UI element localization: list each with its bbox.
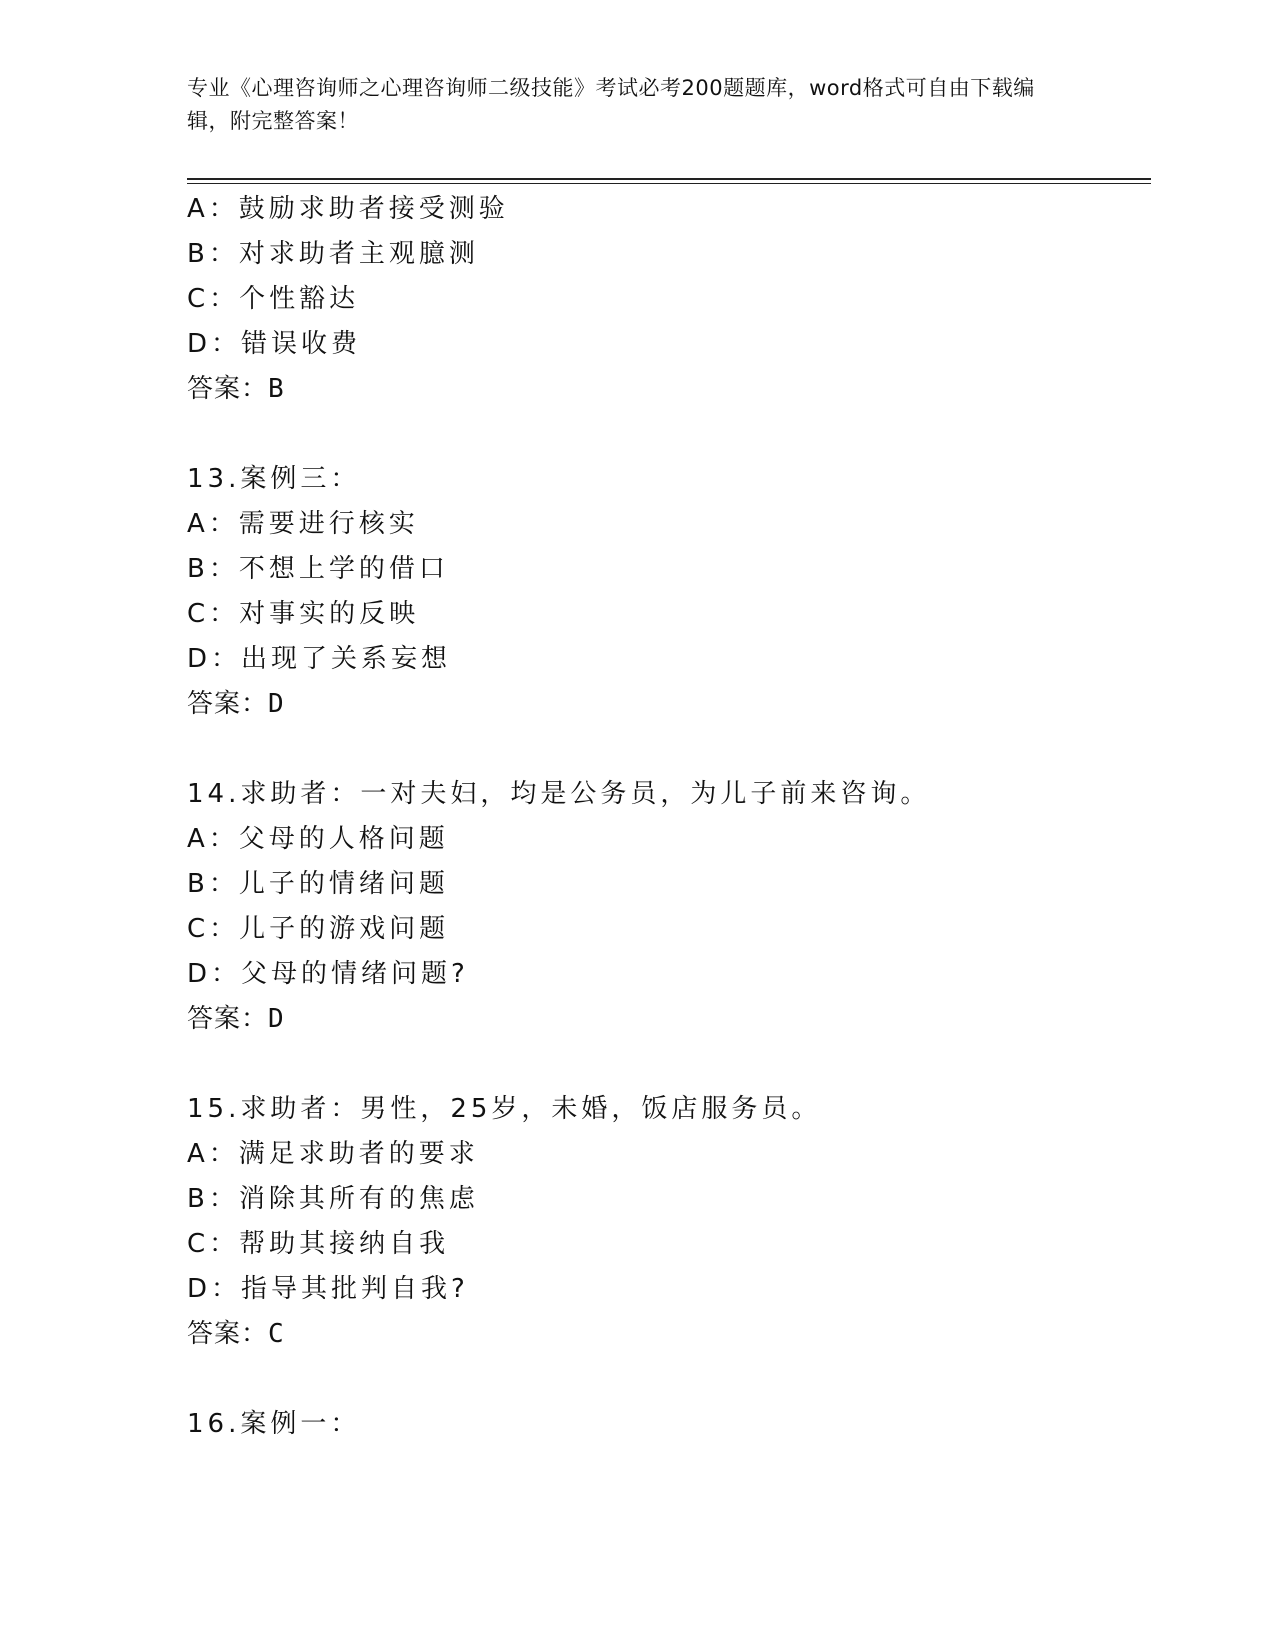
option-b: B：消除其所有的焦虑 — [187, 1184, 479, 1214]
question-title: 16.案例一： — [187, 1409, 361, 1439]
header-divider-thin — [187, 183, 1151, 184]
option-c: C：对事实的反映 — [187, 599, 420, 629]
option-d: D：出现了关系妄想 — [187, 644, 452, 674]
option-a: A：鼓励求助者接受测验 — [187, 194, 509, 224]
answer-label: 答案： — [187, 1004, 269, 1034]
answer-value: B — [268, 374, 285, 404]
option-a: A：父母的人格问题 — [187, 824, 449, 854]
option-b: B：对求助者主观臆测 — [187, 239, 479, 269]
question-title: 15.求助者：男性，25岁，未婚，饭店服务员。 — [187, 1094, 822, 1124]
answer — [187, 1002, 285, 1036]
answer-label: 答案： — [187, 374, 269, 404]
option-c: C：帮助其接纳自我 — [187, 1229, 450, 1259]
option-c: C：儿子的游戏问题 — [187, 914, 450, 944]
option-d: D：错误收费 — [187, 329, 362, 359]
option-d: D：指导其批判自我? — [187, 1274, 469, 1304]
question-title: 13.案例三： — [187, 464, 361, 494]
option-b: B：不想上学的借口 — [187, 554, 449, 584]
option-d: D：父母的情绪问题? — [187, 959, 469, 989]
header-divider — [187, 178, 1151, 180]
document-header: 专业《心理咨询师之心理咨询师二级技能》考试必考200题题库，word格式可自由下载编辑，附完整答案！ — [187, 76, 1035, 133]
answer — [187, 372, 285, 406]
option-b: B：儿子的情绪问题 — [187, 869, 449, 899]
answer — [187, 1317, 285, 1351]
answer-value: D — [268, 1004, 285, 1034]
question-title: 14.求助者：一对夫妇，均是公务员，为儿子前来咨询。 — [187, 779, 931, 809]
answer-label: 答案： — [187, 1319, 269, 1349]
option-c: C：个性豁达 — [187, 284, 360, 314]
option-a: A：满足求助者的要求 — [187, 1139, 479, 1169]
answer — [187, 687, 285, 721]
answer-label: 答案： — [187, 689, 269, 719]
answer-value: C — [268, 1319, 285, 1349]
answer-value: D — [268, 689, 285, 719]
option-a: A：需要进行核实 — [187, 509, 419, 539]
